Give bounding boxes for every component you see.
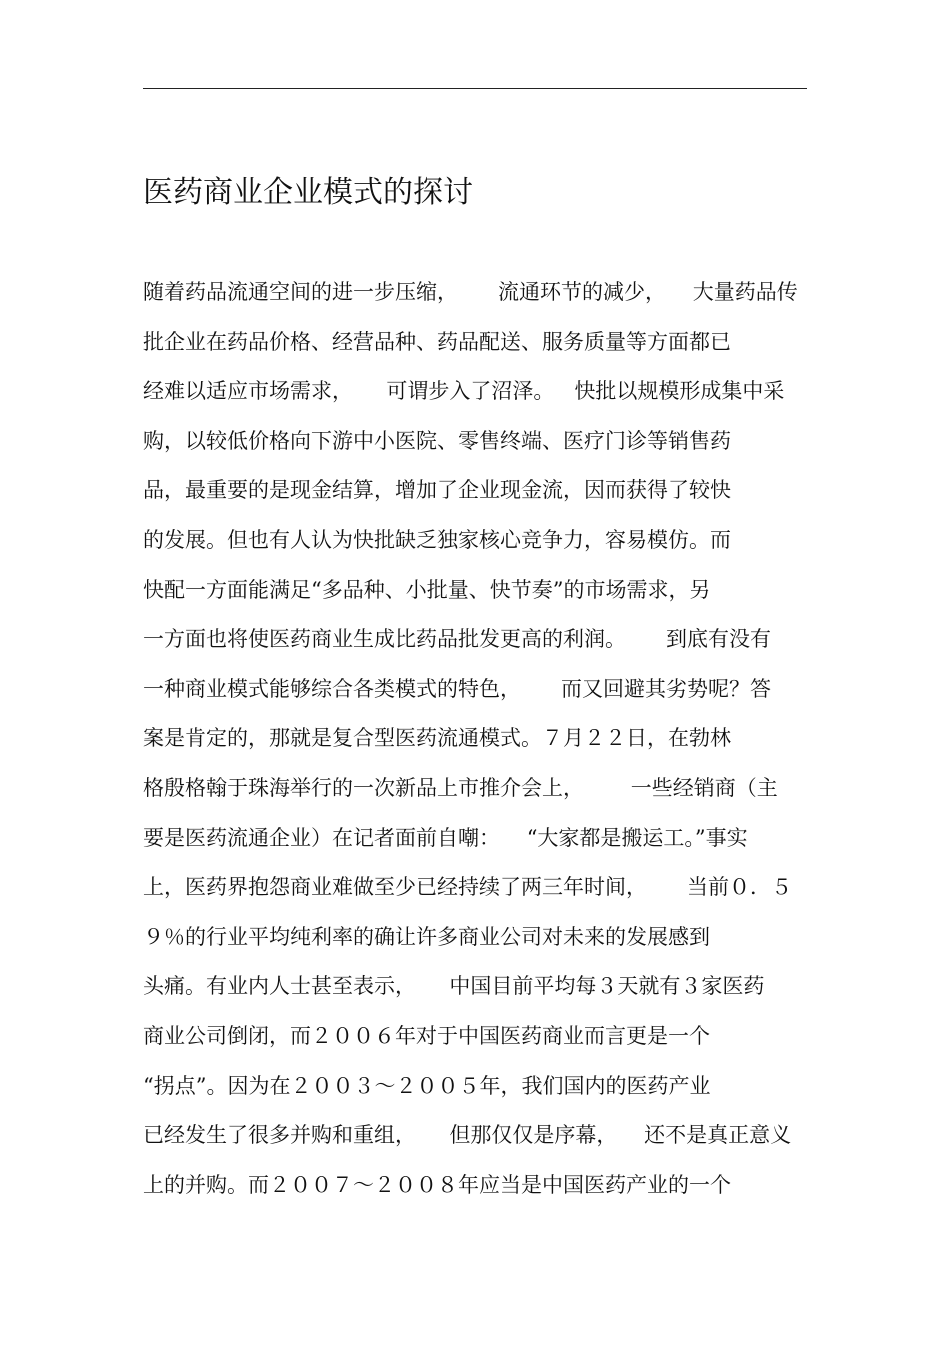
text-line: 一种商业模式能够综合各类模式的特色， 而又回避其劣势呢？答	[143, 676, 772, 701]
text-line: ９％的行业平均纯利率的确让许多商业公司对未来的发展感到	[143, 924, 710, 949]
document-title: 医药商业企业模式的探讨	[143, 175, 473, 210]
body-paragraph	[143, 272, 823, 1214]
text-line: 商业公司倒闭，而２００６年对于中国医药商业而言更是一个	[143, 1023, 710, 1048]
text-line: 经难以适应市场需求， 可谓步入了沼泽。 快批以规模形成集中采	[143, 379, 785, 404]
text-line: “拐点”。因为在２００３～２００５年，我们国内的医药产业	[143, 1073, 711, 1098]
header-rule	[143, 88, 807, 89]
text-line: 已经发生了很多并购和重组， 但那仅仅是序幕， 还不是真正意义	[143, 1123, 792, 1148]
text-line: 批企业在药品价格、经营品种、药品配送、服务质量等方面都已	[143, 329, 731, 354]
text-line: 上的并购。而２００７～２００８年应当是中国医药产业的一个	[143, 1172, 731, 1197]
text-line: 一方面也将使医药商业生成比药品批发更高的利润。 到底有没有	[143, 627, 772, 652]
text-line: 格殷格翰于珠海举行的一次新品上市推介会上， 一些经销商（主	[143, 775, 778, 800]
text-line: 品，最重要的是现金结算，增加了企业现金流，因而获得了较快	[143, 478, 731, 503]
text-line: 头痛。有业内人士甚至表示， 中国目前平均每３天就有３家医药	[143, 974, 765, 999]
text-line: 随着药品流通空间的进一步压缩， 流通环节的减少， 大量药品传	[143, 280, 798, 304]
text-line: 案是肯定的，那就是复合型医药流通模式。７月２２日，在勃林	[143, 726, 731, 751]
text-line: 购，以较低价格向下游中小医院、零售终端、医疗门诊等销售药	[143, 428, 731, 453]
text-line: 要是医药流通企业）在记者面前自嘲： “大家都是搬运工。”事实	[143, 825, 748, 850]
text-line: 上，医药界抱怨商业难做至少已经持续了两三年时间， 当前０．５	[143, 875, 793, 900]
text-line: 的发展。但也有人认为快批缺乏独家核心竞争力，容易模仿。而	[143, 527, 731, 552]
text-line: 快配一方面能满足“多品种、小批量、快节奏”的市场需求，另	[143, 577, 711, 602]
